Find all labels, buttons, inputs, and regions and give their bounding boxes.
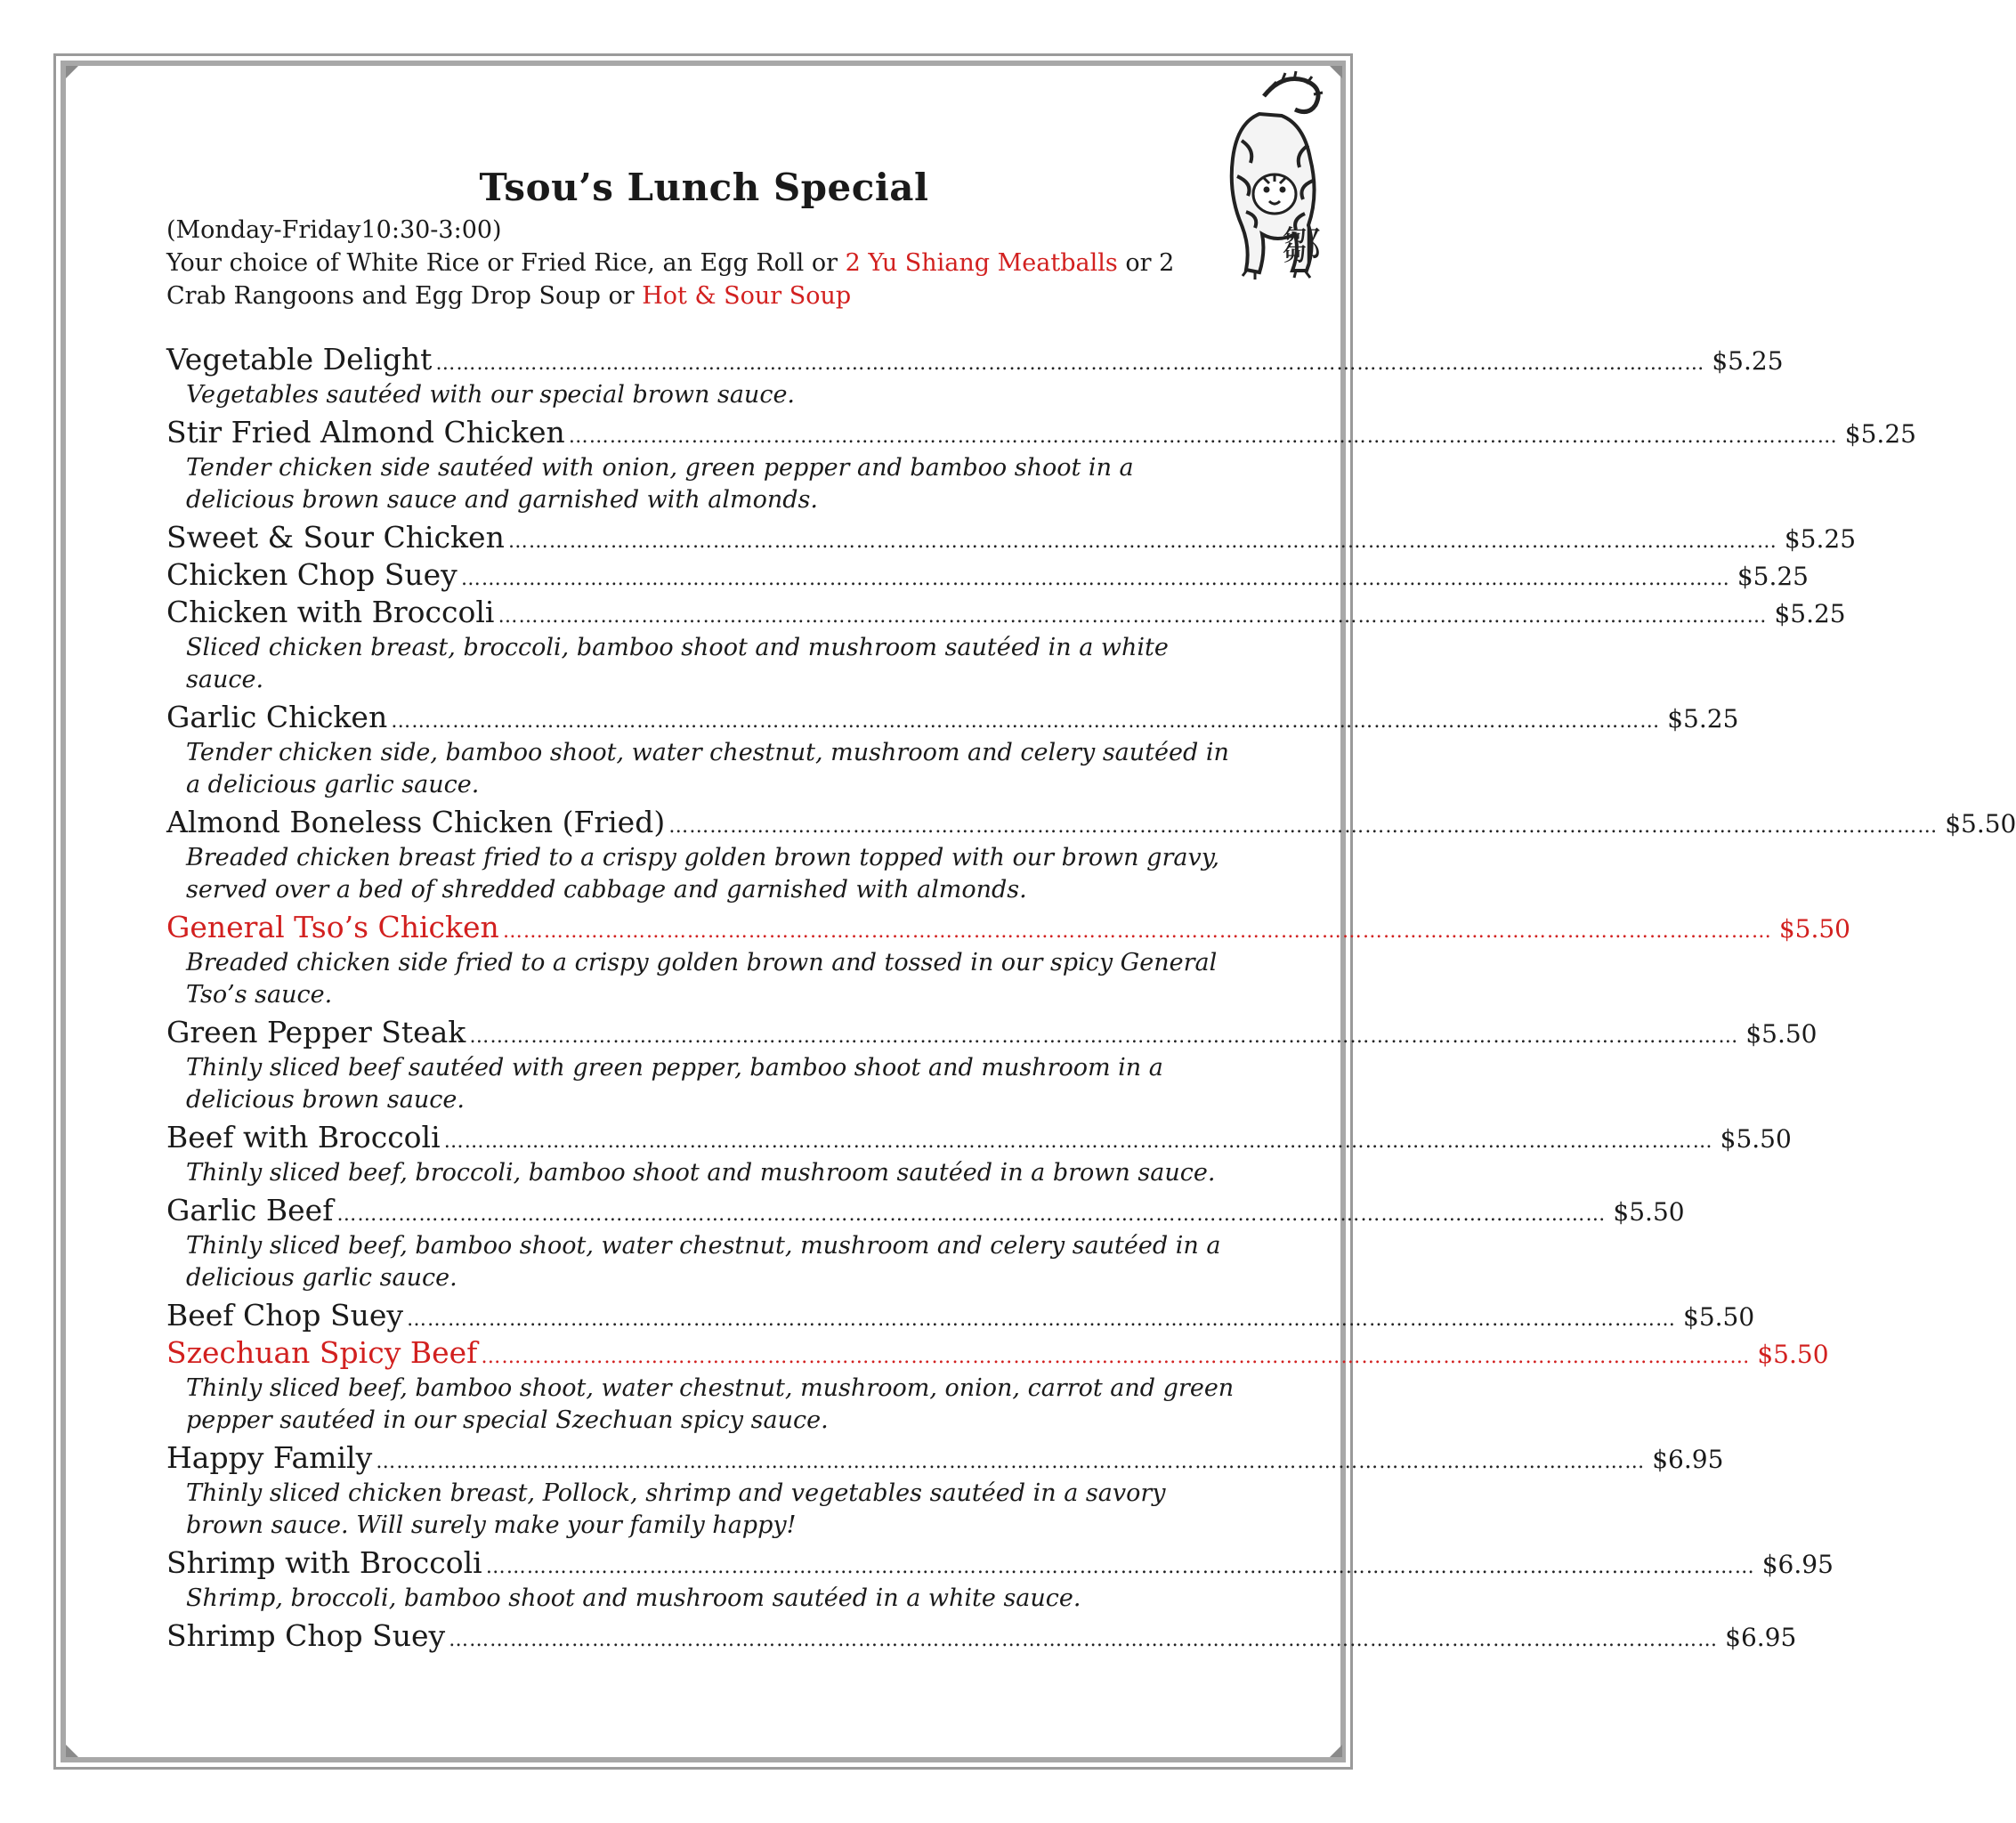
menu-item-price: $5.25 — [1844, 419, 1916, 449]
dot-leader: …………………………………………………………………………………………………………………………………………………………………… — [449, 1629, 1719, 1651]
page-title: Tsou’s Lunch Special — [479, 166, 929, 209]
menu-item-description: Thinly sliced beef, bamboo shoot, water chestnut, mushroom and celery sautéed in a delicious garlic sauce. — [186, 1232, 1221, 1292]
menu-item-price: $5.25 — [1784, 524, 1857, 554]
intro-part-1: Your choice of White Rice or Fried Rice, an Egg Roll or — [166, 249, 846, 277]
frame-corner-ornament — [66, 1745, 78, 1757]
menu-item-price: $6.95 — [1652, 1445, 1724, 1474]
menu-item-row — [166, 700, 1739, 737]
menu-item-description: Tender chicken side sautéed with onion, green pepper and bamboo shoot in a delicious brown sauce and garnished with almonds. — [186, 454, 1134, 514]
menu-item-name: Sweet & Sour Chicken — [166, 520, 505, 555]
menu-item-name: Chicken Chop Suey — [166, 557, 457, 592]
menu-item — [166, 1298, 1755, 1335]
menu-item-price: $5.50 — [1720, 1124, 1792, 1154]
menu-item-name: Happy Family — [166, 1440, 373, 1475]
intro-part-2: or 2 Crab Rangoons and Egg Drop Soup or — [166, 249, 1175, 310]
menu-item-description: Thinly sliced chicken breast, Pollock, shrimp and vegetables sautéed in a savory brown sauce. Will surely make your family happy! — [186, 1479, 1166, 1539]
menu-item-price: $5.25 — [1667, 704, 1739, 733]
dot-leader: …………………………………………………………………………………………………………………………………………………………………… — [469, 1025, 1739, 1048]
menu-item-row — [166, 1335, 1829, 1373]
intro-text — [166, 247, 1208, 312]
menu-item-description: Tender chicken side, bamboo shoot, water chestnut, mushroom and celery sautéed in a delicious garlic sauce. — [186, 739, 1229, 798]
menu-item-row — [166, 595, 1846, 632]
menu-item — [166, 1440, 1724, 1542]
menu-item — [166, 557, 1809, 595]
frame-corner-ornament — [1330, 1745, 1342, 1757]
menu-item-row — [166, 1618, 1797, 1656]
menu-item-row — [166, 557, 1809, 595]
intro-block — [166, 214, 1208, 312]
menu-item-price: $5.50 — [1683, 1302, 1755, 1332]
dot-leader: …………………………………………………………………………………………………………………………………………………………………… — [407, 1309, 1677, 1331]
menu-item-price: $5.50 — [1757, 1340, 1829, 1369]
menu-item-name: Shrimp Chop Suey — [166, 1618, 446, 1653]
menu-item-price: $5.50 — [1945, 809, 2016, 839]
menu-item — [166, 342, 1784, 411]
menu-item-row — [166, 1545, 1834, 1583]
menu-item-row — [166, 1193, 1685, 1230]
dot-leader: …………………………………………………………………………………………………………………………………………………………………… — [485, 1556, 1755, 1578]
hours-text: (Monday-Friday10:30-3:00) — [166, 216, 502, 244]
menu-item — [166, 1120, 1792, 1189]
menu-item-price: $5.25 — [1774, 599, 1846, 628]
menu-item-row — [166, 1440, 1724, 1478]
menu-item-name: Vegetable Delight — [166, 342, 433, 377]
menu-list — [166, 342, 2016, 1656]
menu-item-row — [166, 520, 1857, 557]
dot-leader: …………………………………………………………………………………………………………………………………………………………………… — [498, 605, 1768, 628]
menu-item-name: Garlic Chicken — [166, 700, 388, 734]
menu-item-description: Shrimp, broccoli, bamboo shoot and mushroom sautéed in a white sauce. — [186, 1584, 1081, 1612]
dot-leader: …………………………………………………………………………………………………………………………………………………………………… — [376, 1451, 1646, 1473]
menu-item — [166, 805, 2016, 906]
dot-leader: …………………………………………………………………………………………………………………………………………………………………… — [502, 920, 1772, 943]
menu-item — [166, 1618, 1797, 1656]
menu-item-description: Thinly sliced beef sautéed with green pepper, bamboo shoot and mushroom in a delicious brown sauce. — [186, 1054, 1163, 1114]
menu-item-price: $5.50 — [1778, 914, 1850, 944]
dot-leader: …………………………………………………………………………………………………………………………………………………………………… — [507, 531, 1777, 553]
intro-highlight-meatballs: 2 Yu Shiang Meatballs — [845, 249, 1118, 277]
intro-highlight-soup: Hot & Sour Soup — [642, 282, 852, 310]
menu-item — [166, 595, 1846, 696]
logo-character: 鄒 — [1282, 223, 1321, 269]
menu-item-price: $5.50 — [1613, 1197, 1685, 1227]
menu-item-name: Beef Chop Suey — [166, 1298, 404, 1333]
menu-item-name: Almond Boneless Chicken (Fried) — [166, 805, 666, 839]
menu-item-row — [166, 415, 1916, 452]
menu-item — [166, 415, 1916, 516]
menu-item-row — [166, 1015, 1818, 1052]
menu-item-price: $6.95 — [1725, 1623, 1797, 1652]
dot-leader: …………………………………………………………………………………………………………………………………………………………………… — [568, 425, 1838, 448]
dot-leader: …………………………………………………………………………………………………………………………………………………………………… — [460, 568, 1730, 590]
menu-item-row — [166, 1120, 1792, 1157]
menu-item-price: $5.25 — [1712, 346, 1784, 376]
menu-item-description: Breaded chicken side fried to a crispy golden brown and tossed in our spicy General Tso’s sauce. — [186, 949, 1218, 1009]
frame-corner-ornament — [66, 66, 78, 78]
menu-item-description: Thinly sliced beef, broccoli, bamboo shoot and mushroom sautéed in a brown sauce. — [186, 1159, 1216, 1187]
menu-item-description: Thinly sliced beef, bamboo shoot, water chestnut, mushroom, onion, carrot and green pepper sautéed in our special Szechuan spicy sauce. — [186, 1374, 1235, 1434]
menu-item-name: Chicken with Broccoli — [166, 595, 495, 629]
menu-item-price: $6.95 — [1761, 1550, 1834, 1579]
menu-item — [166, 700, 1739, 801]
menu-item-price: $5.25 — [1737, 562, 1809, 591]
menu-item-row — [166, 1298, 1755, 1335]
dot-leader: …………………………………………………………………………………………………………………………………………………………………… — [435, 352, 1705, 375]
menu-item — [166, 520, 1857, 557]
menu-item-row — [166, 805, 2016, 842]
menu-item-row — [166, 342, 1784, 379]
menu-item-name: Beef with Broccoli — [166, 1120, 441, 1155]
menu-item-name: Green Pepper Steak — [166, 1015, 466, 1049]
menu-item — [166, 1193, 1685, 1294]
menu-item-name: Shrimp with Broccoli — [166, 1545, 482, 1580]
dot-leader: …………………………………………………………………………………………………………………………………………………………………… — [668, 815, 1939, 838]
dot-leader: …………………………………………………………………………………………………………………………………………………………………… — [391, 710, 1661, 733]
menu-item-description: Breaded chicken breast fried to a crispy golden brown topped with our brown gravy, served over a bed of shredded cabbage and garnished with almonds. — [186, 844, 1219, 903]
menu-item-name: General Tso’s Chicken — [166, 910, 499, 944]
menu-item-description: Vegetables sautéed with our special brown sauce. — [186, 381, 796, 409]
dot-leader: …………………………………………………………………………………………………………………………………………………………………… — [481, 1346, 1751, 1368]
menu-item — [166, 1015, 1818, 1116]
menu-item-name: Garlic Beef — [166, 1193, 334, 1227]
menu-item-name: Stir Fried Almond Chicken — [166, 415, 565, 450]
dot-leader: …………………………………………………………………………………………………………………………………………………………………… — [443, 1130, 1713, 1153]
menu-item-description: Sliced chicken breast, broccoli, bamboo shoot and mushroom sautéed in a white sauce. — [186, 634, 1169, 693]
menu-item — [166, 1545, 1834, 1615]
menu-item-name: Szechuan Spicy Beef — [166, 1335, 478, 1370]
menu-item-price: $5.50 — [1745, 1019, 1818, 1049]
menu-item — [166, 910, 1850, 1011]
dot-leader: …………………………………………………………………………………………………………………………………………………………………… — [336, 1203, 1607, 1226]
menu-item-row — [166, 910, 1850, 947]
menu-item — [166, 1335, 1829, 1437]
